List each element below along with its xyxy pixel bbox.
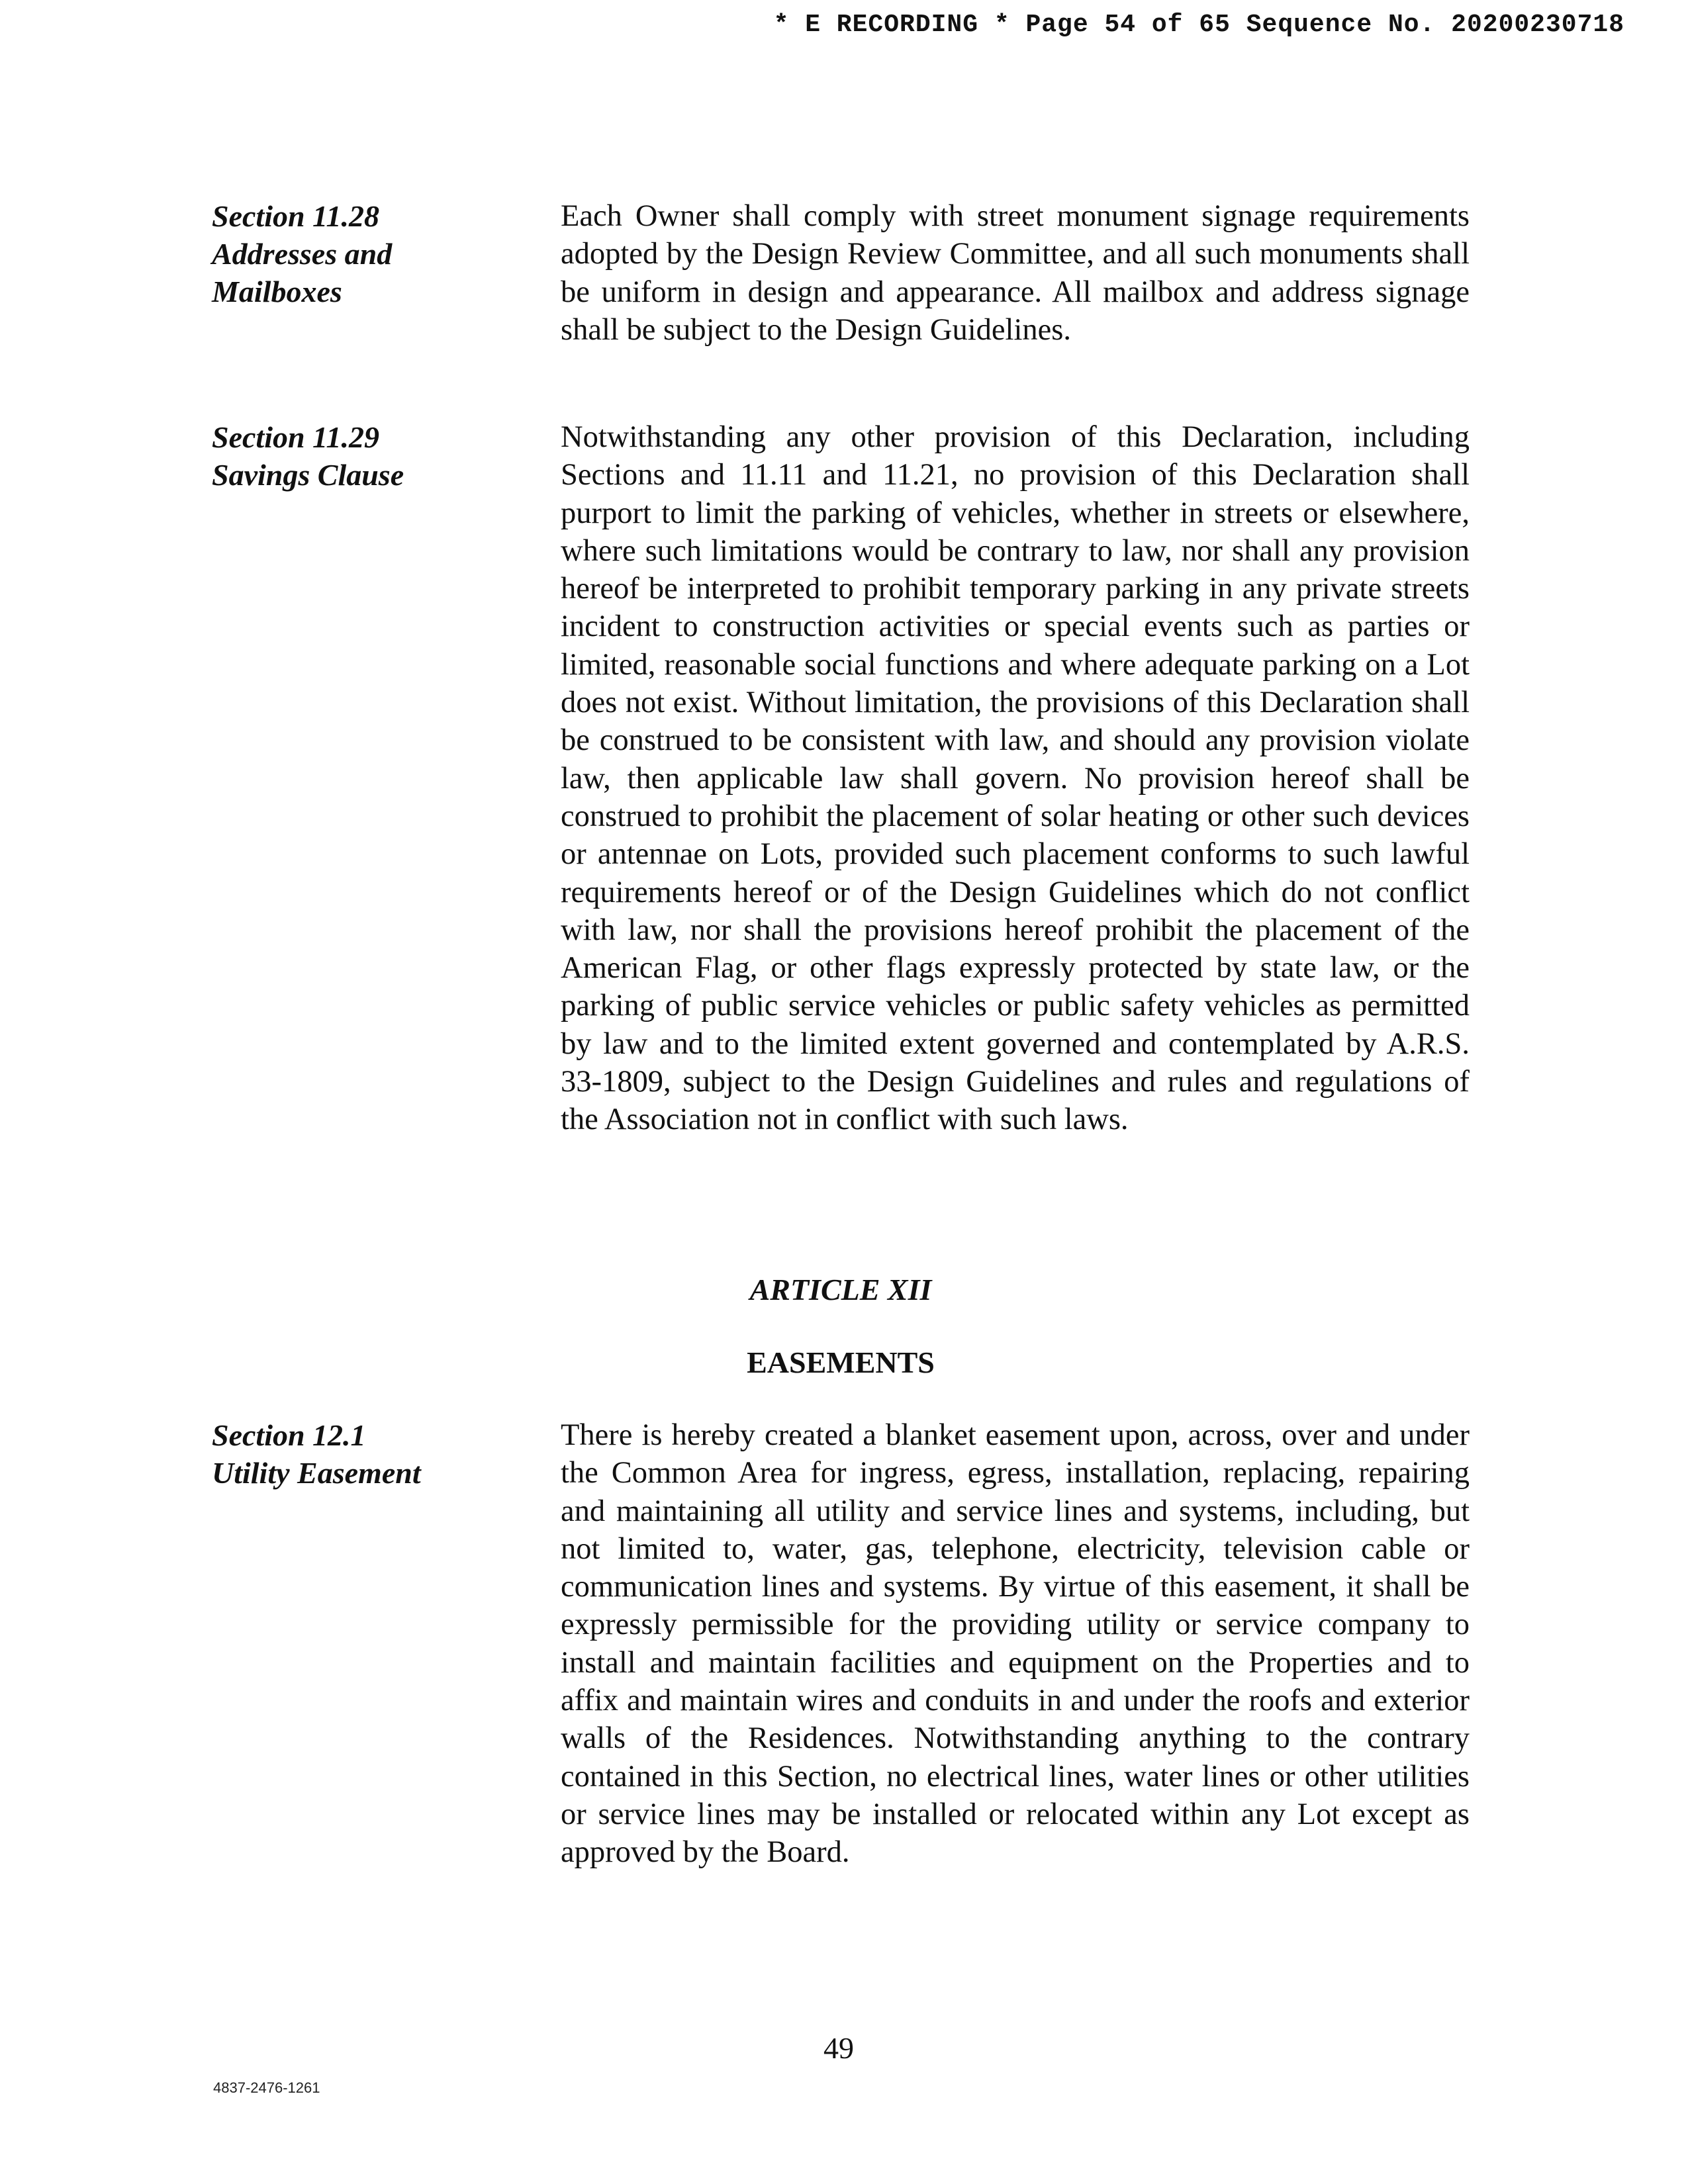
section-body: Notwithstanding any other provision of this Declaration, including Sections and 11.11 and 11.21, no provision of this Declaration shall purport to limit the parking of vehicles, whether in streets or elsewhere, where such limitations would be contrary to law, nor shall any provision hereof be interpreted to prohibit temporary parking in any private streets incident to construction activities or special events such as parties or limited, reasonable social functions and where adequate parking on a Lot does not exist. Without limitation, the provisions of this Declaration shall be construed to be consistent with law, and should any provision violate law, then applicable law shall govern. No provision hereof shall be construed to prohibit the placement of solar heating or other such devices or antennae on Lots, provided such placement conforms to such lawful requirements hereof or of the Design Guidelines which do not conflict with law, nor shall the provisions hereof prohibit the placement of the American Flag, or other flags expressly protected by state law, or the parking of public service vehicles or public safety vehicles as permitted by law and to the limited extent governed and contemplated by A.R.S. 33-1809, subject to the Design Guidelines and rules and regulations of the Association not in conflict with such laws. [561,420,1470,1137]
section-label-line: Section 11.29 [212,420,380,454]
section-body: There is hereby created a blanket easement upon, across, over and under the Common Area for ingress, egress, installation, replacing, repairing and maintaining all utility and service lines and systems, including, but not limited to, water, gas, telephone, electricity, television cable or communication lines and systems. By virtue of this easement, it shall be expressly permissible for the providing utility or service company to install and maintain facilities and equipment on the Properties and to affix and maintain wires and conduits in and under the roofs and exterior walls of the Residences. Notwithstanding anything to the contrary contained in this Section, no electrical lines, water lines or other utilities or service lines may be installed or relocated within any Lot except as approved by the Board. [561,1418,1470,1870]
article-number: ARTICLE XII [749,1273,932,1306]
section-body: Each Owner shall comply with street monument signage requirements adopted by the Design Review Committee, and all such monuments shall be uniform in design and appearance. All mailbox and address signage shall be subject to the Design Guidelines. [561,199,1470,347]
section-label-line: Utility Easement [212,1456,421,1490]
page-number [0,2030,1688,2066]
section-label-line: Section 11.28 [212,199,380,233]
section-label-line: Addresses and [212,237,393,271]
page-number-text: 49 [823,2031,854,2065]
section-label [212,418,543,494]
article-title: EASEMENTS [747,1345,935,1379]
recording-stamp: * E RECORDING * Page 54 of 65 Sequence No. 20200230718 [773,11,1624,39]
section-label-line: Mailboxes [212,275,342,308]
section-label-line: Section 12.1 [212,1418,366,1452]
section-label-line: Savings Clause [212,458,404,492]
section-label [212,197,543,310]
document-id: 4837-2476-1261 [213,2079,320,2096]
section-label [212,1416,543,1492]
